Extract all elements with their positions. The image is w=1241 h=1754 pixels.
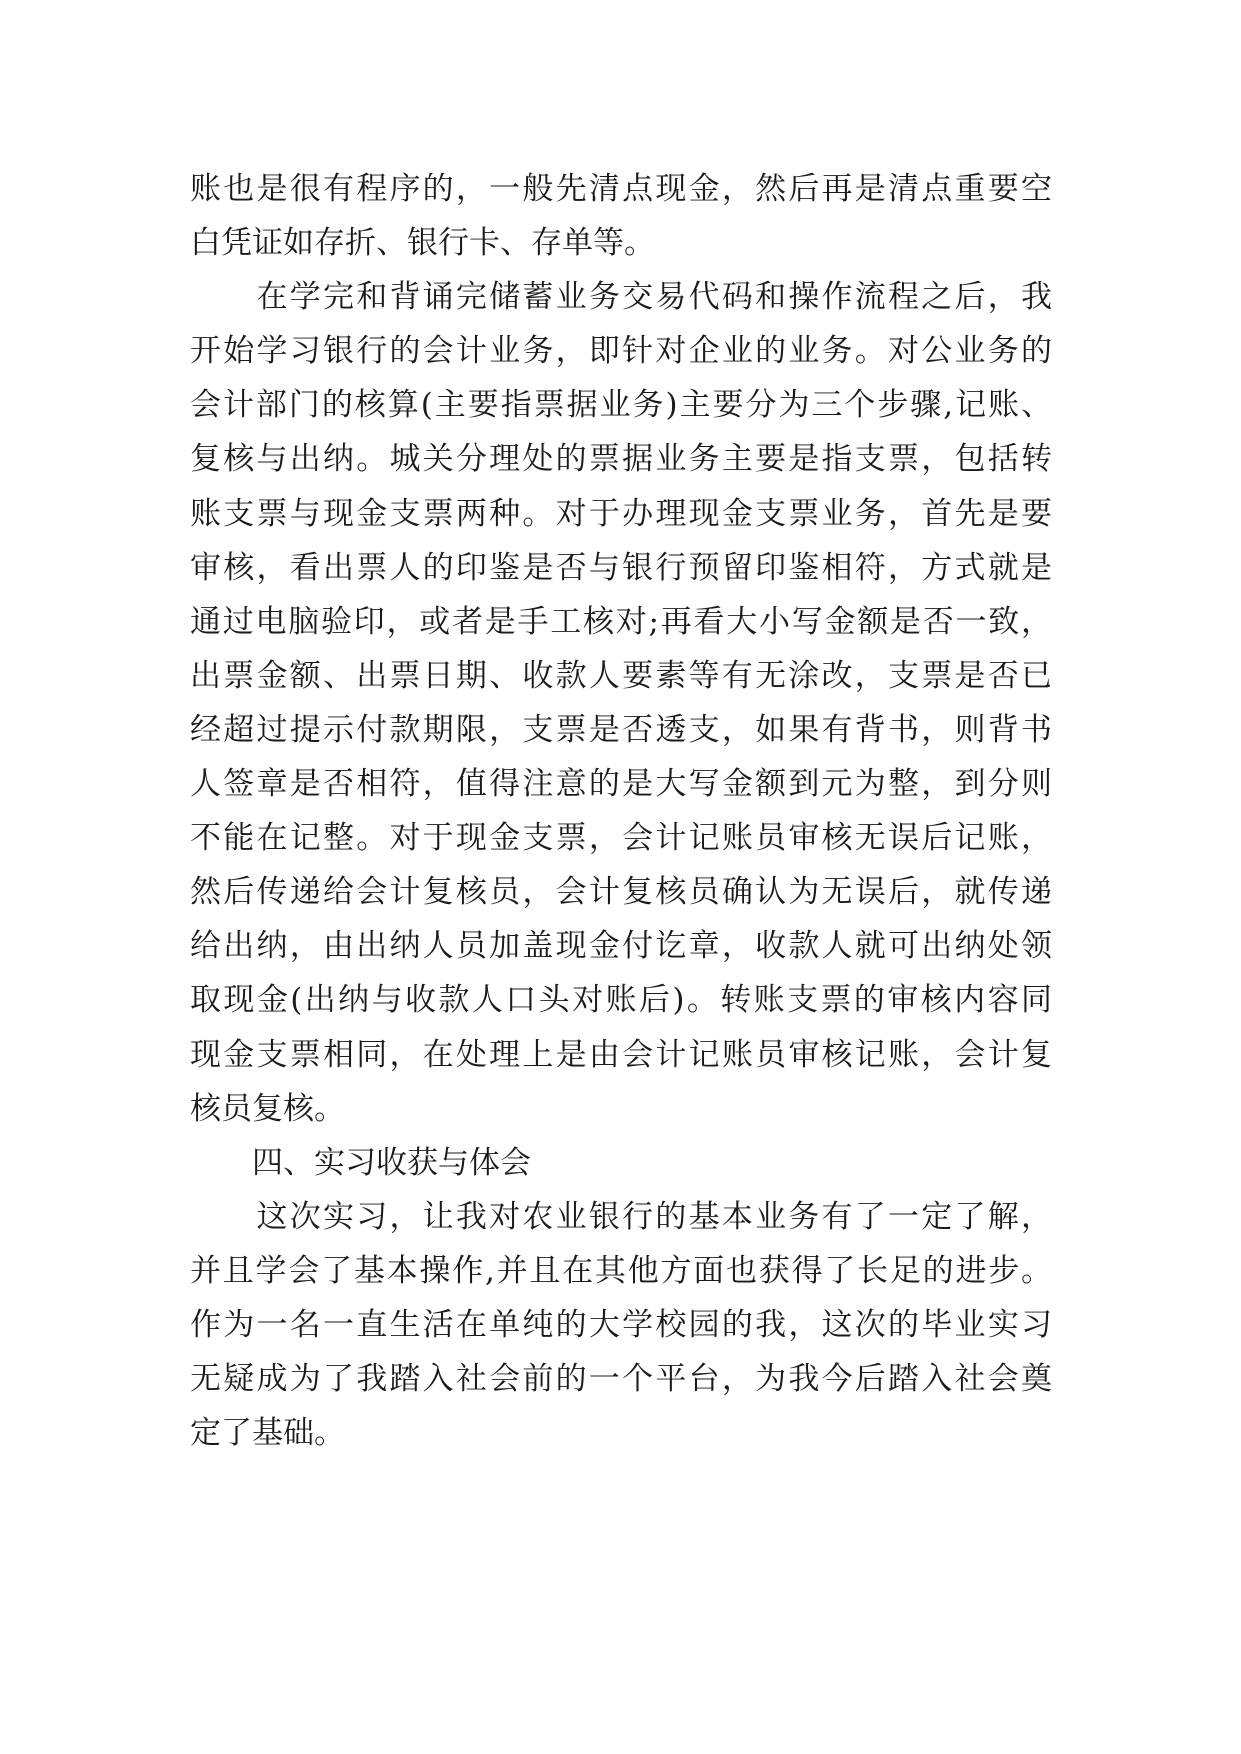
text-line: 并且学会了基本操作,并且在其他方面也获得了长足的进步。 [190,1252,1052,1289]
text-line: 经超过提示付款期限，支票是否透支，如果有背书，则背书 [190,711,1052,748]
text-line: 作为一名一直生活在单纯的大学校园的我，这次的毕业实习 [190,1306,1052,1343]
text-line: 给出纳，由出纳人员加盖现金付讫章，收款人就可出纳处领 [190,928,1052,965]
text-line: 定了基础。 [190,1415,345,1452]
section-heading: 四、实习收获与体会 [190,1144,531,1181]
text-line: 现金支票相同，在处理上是由会计记账员审核记账，会计复 [190,1036,1052,1073]
text-line: 账支票与现金支票两种。对于办理现金支票业务，首先是要 [190,495,1052,532]
text-line: 核员复核。 [190,1090,345,1127]
text-line: 通过电脑验印，或者是手工核对;再看大小写金额是否一致， [190,603,1052,640]
text-line: 白凭证如存折、银行卡、存单等。 [190,225,655,262]
text-line: 复核与出纳。城关分理处的票据业务主要是指支票，包括转 [190,441,1052,478]
text-line: 开始学习银行的会计业务，即针对企业的业务。对公业务的 [190,333,1052,370]
text-line: 这次实习，让我对农业银行的基本业务有了一定了解， [190,1198,1052,1235]
text-line: 会计部门的核算(主要指票据业务)主要分为三个步骤,记账、 [190,387,1052,424]
text-line: 然后传递给会计复核员，会计复核员确认为无误后，就传递 [190,874,1052,911]
text-line: 取现金(出纳与收款人口头对账后)。转账支票的审核内容同 [190,982,1052,1019]
text-line: 账也是很有程序的，一般先清点现金，然后再是清点重要空 [190,171,1052,207]
text-line: 审核，看出票人的印鉴是否与银行预留印鉴相符，方式就是 [190,549,1052,586]
text-line: 人签章是否相符，值得注意的是大写金额到元为整，到分则 [190,766,1052,803]
text-line: 在学完和背诵完储蓄业务交易代码和操作流程之后，我 [190,279,1052,316]
body-text [190,162,1052,1460]
text-line: 不能在记整。对于现金支票，会计记账员审核无误后记账， [190,820,1052,857]
text-line: 无疑成为了我踏入社会前的一个平台，为我今后踏入社会奠 [190,1361,1052,1398]
text-line: 出票金额、出票日期、收款人要素等有无涂改，支票是否已 [190,657,1052,694]
